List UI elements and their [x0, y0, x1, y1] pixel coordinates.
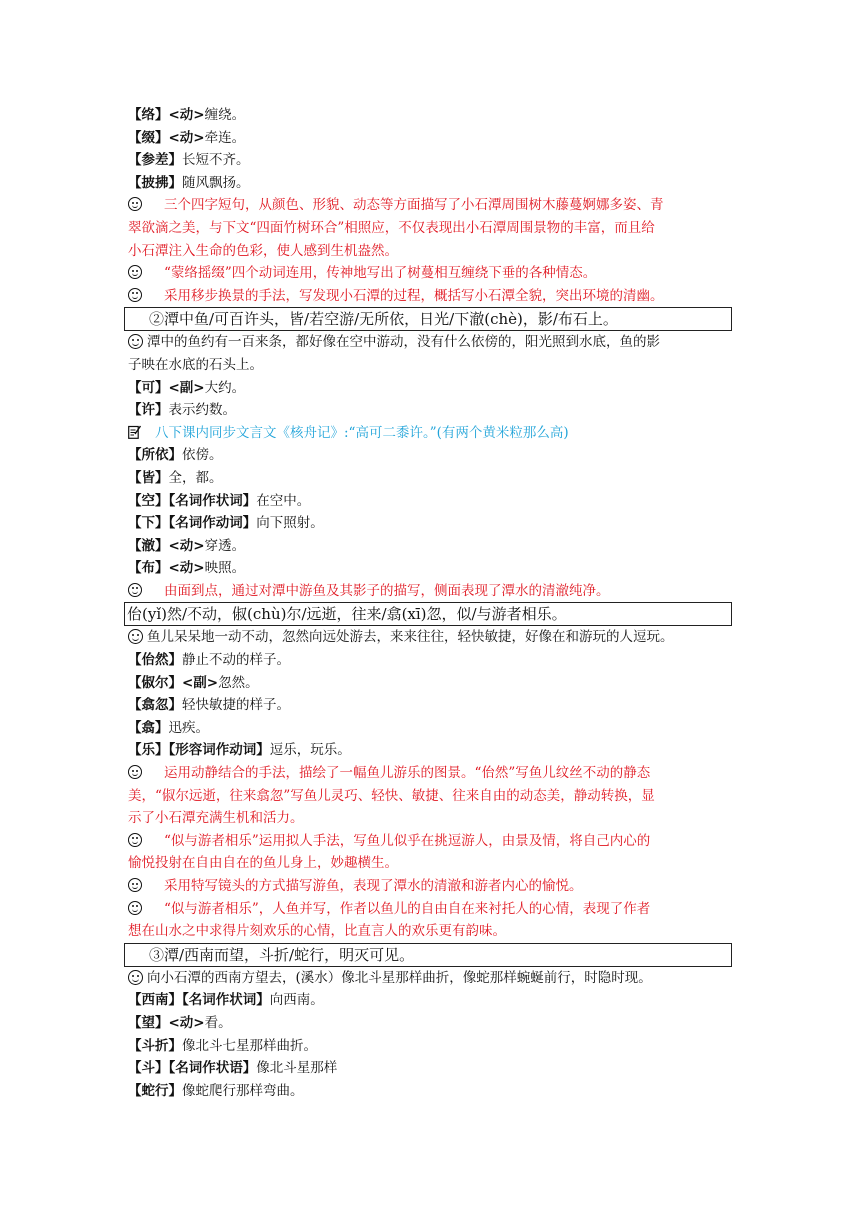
analysis-technique: 采用移步换景的手法，写发现小石潭的过程，概括写小石潭全貌，突出环境的清幽。 — [128, 285, 738, 308]
face-icon — [128, 334, 143, 349]
smile-icon — [128, 265, 142, 279]
smile-icon — [128, 288, 142, 302]
translation-3: 鱼儿呆呆地一动不动，忽然向远处游去，来来往往，轻快敏捷，好像在和游玩的人逗玩。 — [128, 626, 738, 649]
face-icon — [128, 970, 143, 985]
definition-yiran: 【佁然】静止不动的样子。 — [128, 652, 290, 669]
definition-wang: 【望】<动>看。 — [128, 1014, 232, 1031]
definition-chuer: 【俶尔】<副>忽然。 — [128, 674, 259, 691]
definition-douzhe: 【斗折】像北斗七星那样曲折。 — [128, 1037, 317, 1054]
definition-xihu: 【翕忽】轻快敏捷的样子。 — [128, 697, 290, 714]
smile-icon — [128, 901, 142, 915]
definition-che: 【澈】<动>穿透。 — [128, 537, 246, 554]
analysis-verbs: “蒙络摇缀”四个动词连用，传神地写出了树蔓相互缠绕下垂的各种情态。 — [128, 262, 738, 285]
translation-4: 向小石潭的西南方望去，(溪水）像北斗星那样曲折，像蛇那样蜿蜒前行，时隐时现。 — [128, 967, 738, 990]
cross-reference-note: 八下课内同步文言文《核舟记》:“高可二黍许。”(有两个黄米粒那么高) — [128, 422, 738, 445]
source-text-box-4: ③潭/西南而望，斗折/蛇行，明灭可见。 — [124, 943, 732, 967]
definition-cenci: 【参差】长短不齐。 — [128, 152, 250, 169]
definition-suoyi: 【所依】依傍。 — [128, 447, 223, 464]
document-page — [128, 104, 738, 1102]
definition-bu: 【布】<动>映照。 — [128, 560, 246, 577]
face-icon — [128, 629, 143, 644]
definition-kong: 【空】【名词作状词】在空中。 — [128, 492, 311, 509]
smile-icon — [128, 878, 142, 892]
definition-xinan: 【西南】【名词作状词】向西南。 — [128, 992, 324, 1009]
translation-2: 潭中的鱼约有一百来条，都好像在空中游动，没有什么依傍的，阳光照到水底，鱼的影 子映在水底的石头上。 — [128, 334, 660, 373]
definition-le: 【乐】【形容词作动词】逗乐，玩乐。 — [128, 742, 351, 759]
definition-xi: 【翕】迅疾。 — [128, 719, 209, 736]
analysis-motion-stillness: 运用动静结合的手法，描绘了一幅鱼儿游乐的图景。“佁然”写鱼儿纹丝不动的静态 美，“俶尔远逝，往来翕忽”写鱼儿灵巧、轻快、敏捷、往来自由的动态美，静动转换，显 示了小石潭充满生机和活力。 — [128, 765, 655, 827]
analysis-fish-and-people: “似与游者相乐”，人鱼并写，作者以鱼儿的自由自在来衬托人的心情，表现了作者 想在山水之中求得片刻欢乐的心情，比直言人的欢乐更有韵味。 — [128, 900, 651, 940]
definition-jie: 【皆】全，都。 — [128, 469, 223, 486]
definition-luo: 【络】<动>缠绕。 — [128, 107, 246, 123]
definition-shexing: 【蛇行】像蛇爬行那样弯曲。 — [128, 1082, 304, 1099]
analysis-personification: “似与游者相乐”运用拟人手法，写鱼儿似乎在挑逗游人，由景及情，将自己内心的 愉悦投射在自由自在的鱼儿身上，妙趣横生。 — [128, 832, 651, 872]
definition-xia: 【下】【名词作动词】向下照射。 — [128, 515, 324, 532]
smile-icon — [128, 197, 142, 211]
definition-dou: 【斗】【名词作状语】像北斗星那样 — [128, 1060, 338, 1077]
analysis-closeup: 采用特写镜头的方式描写游鱼，表现了潭水的清澈和游者内心的愉悦。 — [128, 875, 738, 898]
definition-xu: 【许】表示约数。 — [128, 402, 236, 419]
definition-pifu: 【披拂】随风飘扬。 — [128, 174, 250, 191]
definition-zhui: 【缀】<动>牵连。 — [128, 129, 246, 146]
definition-ke: 【可】<副>大约。 — [128, 379, 246, 396]
note-edit-icon — [128, 425, 141, 439]
source-text-box-2: ②潭中鱼/可百许头，皆/若空游/无所依，日光/下澈(chè)，影/布石上。 — [124, 307, 732, 331]
smile-icon — [128, 765, 142, 779]
analysis-side-description: 由面到点，通过对潭中游鱼及其影子的描写，侧面表现了潭水的清澈纯净。 — [128, 580, 738, 603]
smile-icon — [128, 583, 142, 597]
source-text-box-3: 佁(yǐ)然/不动，俶(chù)尔/远逝，往来/翕(xī)忽，似/与游者相乐。 — [124, 602, 732, 626]
analysis-four-phrases: 三个四字短句，从颜色、形貌、动态等方面描写了小石潭周围树木藤蔓婀娜多姿、青 翠欲滴之美，与下文“四面竹树环合”相照应，不仅表现出小石潭周围景物的丰富，而且给 小石潭注入生命的色彩，使人感到生机盎然。 — [128, 197, 664, 259]
smile-icon — [128, 833, 142, 847]
